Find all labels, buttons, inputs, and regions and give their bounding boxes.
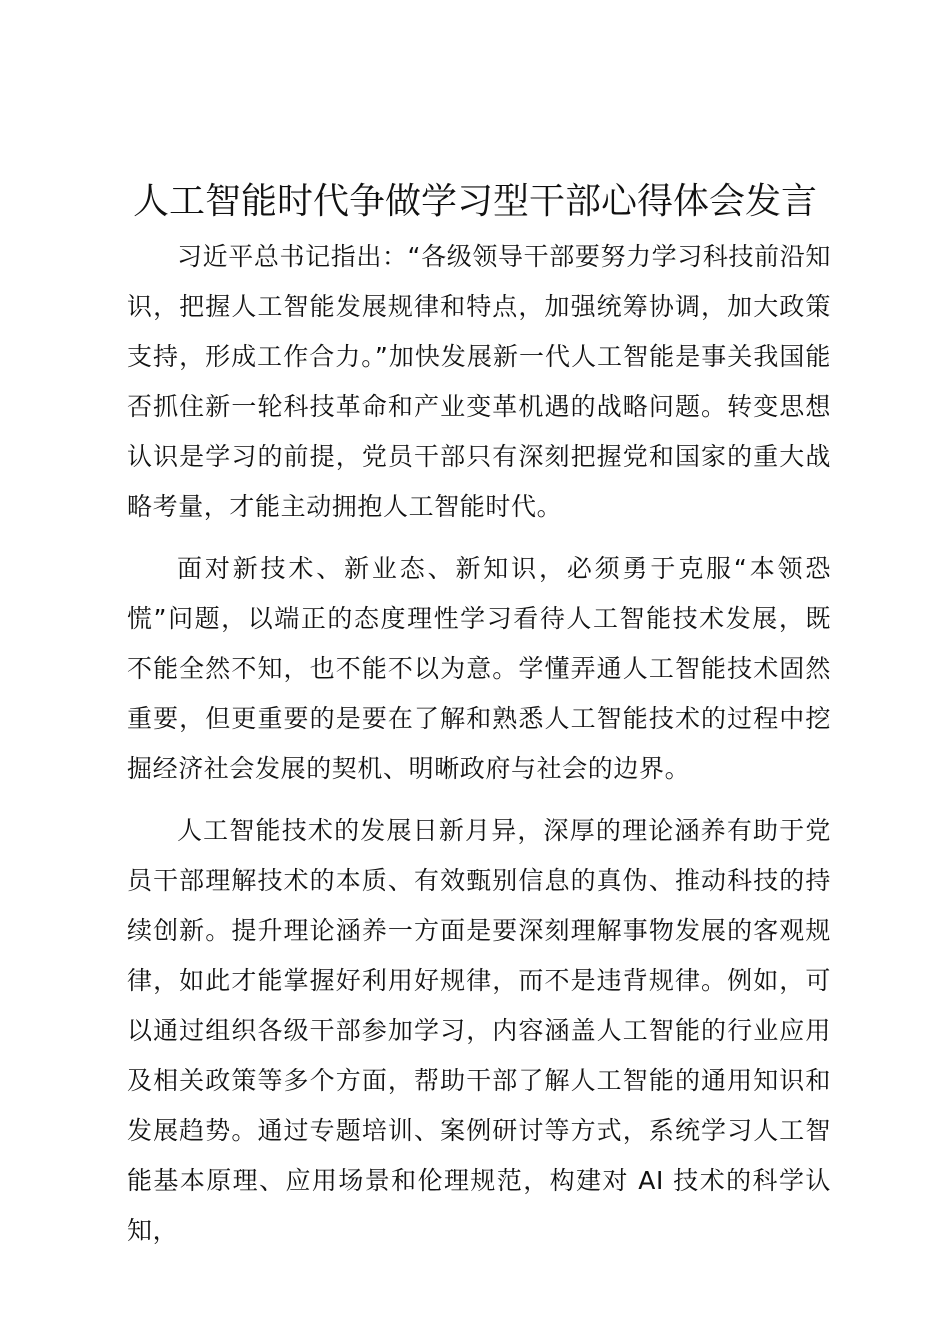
paragraph-2: 面对新技术、新业态、新知识，必须勇于克服“本领恐慌”问题，以端正的态度理性学习看待人工智能技术发展，既不能全然不知，也不能不以为意。学懂弄通人工智能技术固然重要，但更重要的是要在了解和熟悉人工智能技术的过程中挖掘经济社会发展的契机、明晰政府与社会的边界。 bbox=[127, 554, 831, 783]
document-title: 人工智能时代争做学习型干部心得体会发言 bbox=[132, 181, 817, 222]
document-body bbox=[127, 232, 831, 1256]
paragraph-1: 习近平总书记指出：“各级领导干部要努力学习科技前沿知识，把握人工智能发展规律和特点，加强统筹协调，加大政策支持，形成工作合力。”加快发展新一代人工智能是事关我国能否抓住新一轮科技革命和产业变革机遇的战略问题。转变思想认识是学习的前提，党员干部只有深刻把握党和国家的重大战略考量，才能主动拥抱人工智能时代。 bbox=[127, 242, 831, 521]
paragraph-3: 人工智能技术的发展日新月异，深厚的理论涵养有助于党员干部理解技术的本质、有效甄别信息的真伪、推动科技的持续创新。提升理论涵养一方面是要深刻理解事物发展的客观规律，如此才能掌握好利用好规律，而不是违背规律。例如，可以通过组织各级干部参加学习，内容涵盖人工智能的行业应用及相关政策等多个方面，帮助干部了解人工智能的通用知识和发展趋势。通过专题培训、案例研讨等方式，系统学习人工智能基本原理、应用场景和伦理规范，构建对 AI 技术的科学认知， bbox=[127, 816, 831, 1245]
